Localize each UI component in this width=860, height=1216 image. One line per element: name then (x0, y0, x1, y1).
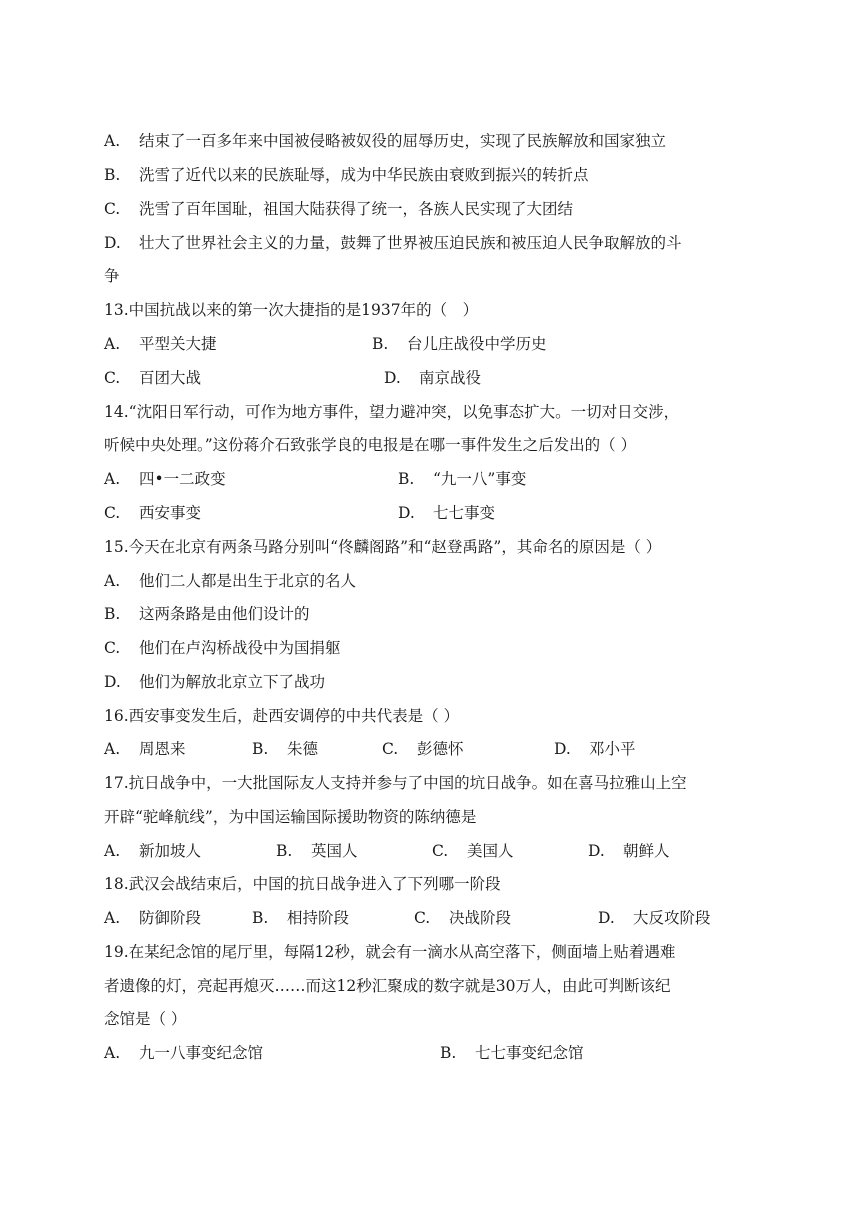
q18-stem: 18.武汉会战结束后，中国的抗日战争进入了下列哪一阶段 (104, 875, 501, 893)
q17-option-b (276, 841, 358, 861)
option-text: 他们在卢沟桥战役中为国捐躯 (139, 639, 341, 657)
option-key: C. (104, 369, 121, 387)
q16-options-row (104, 739, 764, 759)
q16-option-c (382, 739, 464, 759)
q19-stem-line-3: 念馆是（ ） (104, 1010, 187, 1028)
option-key: C. (104, 504, 121, 522)
option-key: D. (554, 740, 571, 758)
q19-stem-line-2: 者遗像的灯，亮起再熄灭……而这12秒汇聚成的数字就是30万人，由此可判断该纪 (104, 977, 671, 995)
option-text: 结束了一百多年来中国被侵略被奴役的屈辱历史，实现了民族解放和国家独立 (139, 132, 667, 150)
option-text: 壮大了世界社会主义的力量，鼓舞了世界被压迫民族和被压迫人民争取解放的斗 (139, 234, 682, 252)
q19-stem-line-1: 19.在某纪念馆的尾厅里，每隔12秒，就会有一滴水从高空落下，侧面墙上贴着遇难 (104, 943, 676, 961)
option-text: 百团大战 (139, 369, 202, 387)
option-key: D. (384, 369, 401, 387)
q18-option-b (252, 908, 349, 928)
q14-options-row-1 (104, 469, 764, 489)
q17-option-c (432, 841, 514, 861)
q14-option-a (104, 469, 226, 489)
option-key: A. (104, 470, 121, 488)
q19-options-row (104, 1043, 764, 1063)
option-key: C. (382, 740, 399, 758)
option-key: B. (252, 909, 269, 927)
option-key: C. (414, 909, 431, 927)
option-key: C. (104, 639, 121, 657)
q16-option-d (554, 739, 636, 759)
option-key: A. (104, 572, 121, 590)
q17-options-row (104, 841, 764, 861)
option-key: A. (104, 1044, 121, 1062)
option-key: D. (598, 909, 615, 927)
option-text: 七七事变 (433, 504, 496, 522)
q19-option-a (104, 1043, 263, 1063)
option-text: 朝鲜人 (623, 842, 670, 860)
option-key: B. (398, 470, 415, 488)
option-text: 这两条路是由他们设计的 (139, 605, 310, 623)
q16-stem: 16.西安事变发生后，赴西安调停的中共代表是（ ） (104, 707, 460, 725)
option-text: 相持阶段 (287, 909, 350, 927)
q14-stem-line-2: 听候中央处理。”这份蒋介石致张学良的电报是在哪一事件发生之后发出的（ ） (104, 436, 637, 454)
option-key: B. (440, 1044, 457, 1062)
q13-option-d (384, 368, 481, 388)
option-text: 平型关大捷 (139, 335, 217, 353)
q14-option-c (104, 503, 201, 523)
q12-option-d-continuation: 争 (104, 267, 120, 285)
q13-option-c (104, 368, 201, 388)
q17-stem-line-2: 开辟“驼峰航线”，为中国运输国际援助物资的陈纳德是 (104, 808, 477, 826)
q18-option-a (104, 908, 201, 928)
option-text: 七七事变纪念馆 (475, 1044, 584, 1062)
option-text: 彭德怀 (417, 740, 464, 758)
q15-option-a (104, 571, 356, 591)
option-key: A. (104, 842, 121, 860)
q12-option-d (104, 233, 682, 253)
q15-option-d (104, 672, 325, 692)
q12-option-b (104, 165, 589, 185)
q17-stem-line-1: 17.抗日战争中，一大批国际友人支持并参与了中国的坑日战争。如在喜马拉雅山上空 (104, 774, 687, 792)
q13-option-a (104, 334, 217, 354)
option-text: 大反攻阶段 (633, 909, 711, 927)
q14-option-b (398, 469, 526, 489)
q12-option-c (104, 199, 573, 219)
option-key: C. (104, 200, 121, 218)
option-text: 邓小平 (589, 740, 636, 758)
option-key: B. (372, 335, 389, 353)
option-text: 他们为解放北京立下了战功 (139, 673, 326, 691)
option-text: 洗雪了百年国耻，祖国大陆获得了统一，各族人民实现了大团结 (139, 200, 574, 218)
option-key: A. (104, 132, 121, 150)
option-text: 洗雪了近代以来的民族耻辱，成为中华民族由衰败到振兴的转折点 (139, 166, 589, 184)
option-text: 九一八事变纪念馆 (139, 1044, 264, 1062)
option-text: 周恩来 (139, 740, 186, 758)
q14-option-d (398, 503, 495, 523)
option-text: 朱德 (287, 740, 319, 758)
option-key: B. (104, 166, 121, 184)
option-key: D. (588, 842, 605, 860)
option-key: D. (104, 234, 121, 252)
option-key: B. (104, 605, 121, 623)
q18-option-d (598, 908, 711, 928)
q17-option-d (588, 841, 670, 861)
q19-option-b (440, 1043, 584, 1063)
q13-option-b (372, 334, 547, 354)
q18-option-c (414, 908, 511, 928)
option-key: A. (104, 740, 121, 758)
q13-stem: 13.中国抗战以来的第一次大捷指的是1937年的（ ） (104, 301, 479, 319)
option-text: 西安事变 (139, 504, 202, 522)
q17-option-a (104, 841, 201, 861)
option-key: A. (104, 909, 121, 927)
q12-option-a (104, 131, 666, 151)
q14-stem-line-1: 14.“沈阳日军行动，可作为地方事件，望力避冲突，以免事态扩大。一切对日交涉， (104, 403, 680, 421)
option-text: 四•一二政变 (139, 470, 226, 488)
option-key: B. (276, 842, 293, 860)
option-text: 新加坡人 (139, 842, 202, 860)
q15-option-b (104, 604, 310, 624)
option-text: 决战阶段 (449, 909, 512, 927)
q15-stem: 15.今天在北京有两条马路分别叫“佟麟阁路”和“赵登禹路”，其命名的原因是（ ） (104, 538, 662, 556)
option-text: 南京战役 (419, 369, 482, 387)
q13-options-row-2 (104, 368, 764, 388)
option-key: A. (104, 335, 121, 353)
q16-option-b (252, 739, 318, 759)
q18-options-row (104, 908, 764, 928)
q13-options-row-1 (104, 334, 764, 354)
option-text: 他们二人都是出生于北京的名人 (139, 572, 357, 590)
option-text: 防御阶段 (139, 909, 202, 927)
option-text: 英国人 (311, 842, 358, 860)
option-key: D. (398, 504, 415, 522)
option-text: 台儿庄战役中学历史 (407, 335, 547, 353)
q15-option-c (104, 638, 341, 658)
option-key: B. (252, 740, 269, 758)
option-text: “九一八”事变 (433, 470, 527, 488)
q14-options-row-2 (104, 503, 764, 523)
option-key: D. (104, 673, 121, 691)
option-text: 美国人 (467, 842, 514, 860)
option-key: C. (432, 842, 449, 860)
q16-option-a (104, 739, 186, 759)
